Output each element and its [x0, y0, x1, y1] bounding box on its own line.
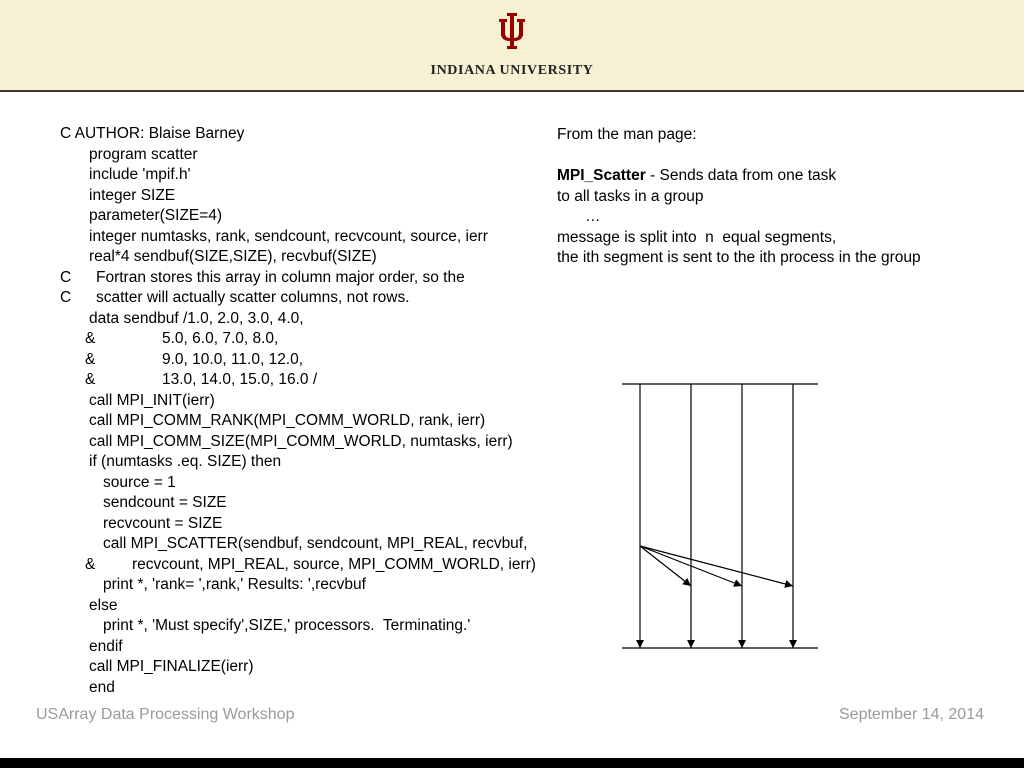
code-text: include 'mpif.h' — [89, 166, 191, 183]
footer-event: USArray Data Processing Workshop — [36, 706, 295, 723]
function-description: - Sends data from one task — [645, 167, 837, 184]
header-banner — [0, 0, 1024, 92]
scatter-message-arrow — [640, 546, 793, 586]
code-text: else — [89, 596, 118, 614]
code-text: integer SIZE — [89, 186, 176, 204]
code-text: sendcount = SIZE — [103, 494, 227, 511]
code-text: scatter will actually scatter columns, not rows. — [96, 289, 410, 306]
code-text: source = 1 — [103, 473, 176, 491]
code-text: call MPI_SCATTER(sendbuf, sendcount, MPI_REAL, recvbuf, — [103, 535, 528, 552]
code-text: call MPI_FINALIZE(ierr) — [89, 658, 254, 675]
bottom-bar — [0, 758, 1024, 768]
scatter-message-arrow — [640, 546, 691, 586]
code-text: print *, 'rank= ',rank,' Results: ',recvbuf — [103, 576, 366, 593]
code-text: integer numtasks, rank, sendcount, recvcount, source, ierr — [89, 227, 488, 245]
code-text: program scatter — [89, 145, 198, 163]
continuation-marker: & — [85, 330, 96, 347]
code-text: 13.0, 14.0, 15.0, 16.0 / — [162, 371, 318, 388]
code-text: if (numtasks .eq. SIZE) then — [89, 453, 282, 470]
code-text: 5.0, 6.0, 7.0, 8.0, — [162, 330, 279, 347]
man-ellipsis: … — [585, 208, 601, 225]
code-text: endif — [89, 637, 123, 655]
continuation-marker: & — [85, 371, 96, 388]
code-text: 9.0, 10.0, 11.0, 12.0, — [162, 350, 304, 368]
blank-line — [557, 146, 921, 167]
code-text: call MPI_COMM_SIZE(MPI_COMM_WORLD, numtasks, ierr) — [89, 432, 513, 450]
code-text: call MPI_COMM_RANK(MPI_COMM_WORLD, rank, ierr) — [89, 412, 486, 429]
man-intro: From the man page: — [557, 126, 697, 143]
code-text: C AUTHOR: Blaise Barney — [60, 125, 245, 142]
footer-date: September 14, 2014 — [839, 706, 984, 723]
code-text: data sendbuf /1.0, 2.0, 3.0, 4.0, — [89, 309, 304, 327]
continuation-marker: & — [85, 555, 96, 573]
code-text: parameter(SIZE=4) — [89, 207, 223, 224]
code-text: recvcount = SIZE — [103, 514, 223, 532]
code-text: end — [89, 678, 115, 696]
man-function-line — [557, 166, 921, 187]
scatter-diagram — [618, 376, 824, 656]
man-page-excerpt — [557, 125, 921, 269]
continuation-marker: & — [85, 350, 96, 368]
iu-trident-icon — [497, 13, 527, 51]
man-line-2: to all tasks in a group — [557, 187, 704, 205]
comment-marker: C — [60, 289, 72, 306]
man-line-3: message is split into n equal segments, — [557, 228, 837, 246]
comment-marker: C — [60, 268, 72, 286]
man-line-4: the ith segment is sent to the ith process in the group — [557, 249, 921, 266]
code-text: real*4 sendbuf(SIZE,SIZE), recvbuf(SIZE) — [89, 248, 377, 265]
function-name: MPI_Scatter — [557, 167, 646, 184]
code-text: recvcount, MPI_REAL, source, MPI_COMM_WORLD, ierr) — [132, 555, 536, 573]
code-text: call MPI_INIT(ierr) — [89, 391, 215, 409]
code-text: Fortran stores this array in column major order, so the — [96, 268, 465, 286]
code-text: print *, 'Must specify',SIZE,' processors. Terminating.' — [103, 617, 471, 634]
university-name: INDIANA UNIVERSITY — [430, 63, 594, 78]
